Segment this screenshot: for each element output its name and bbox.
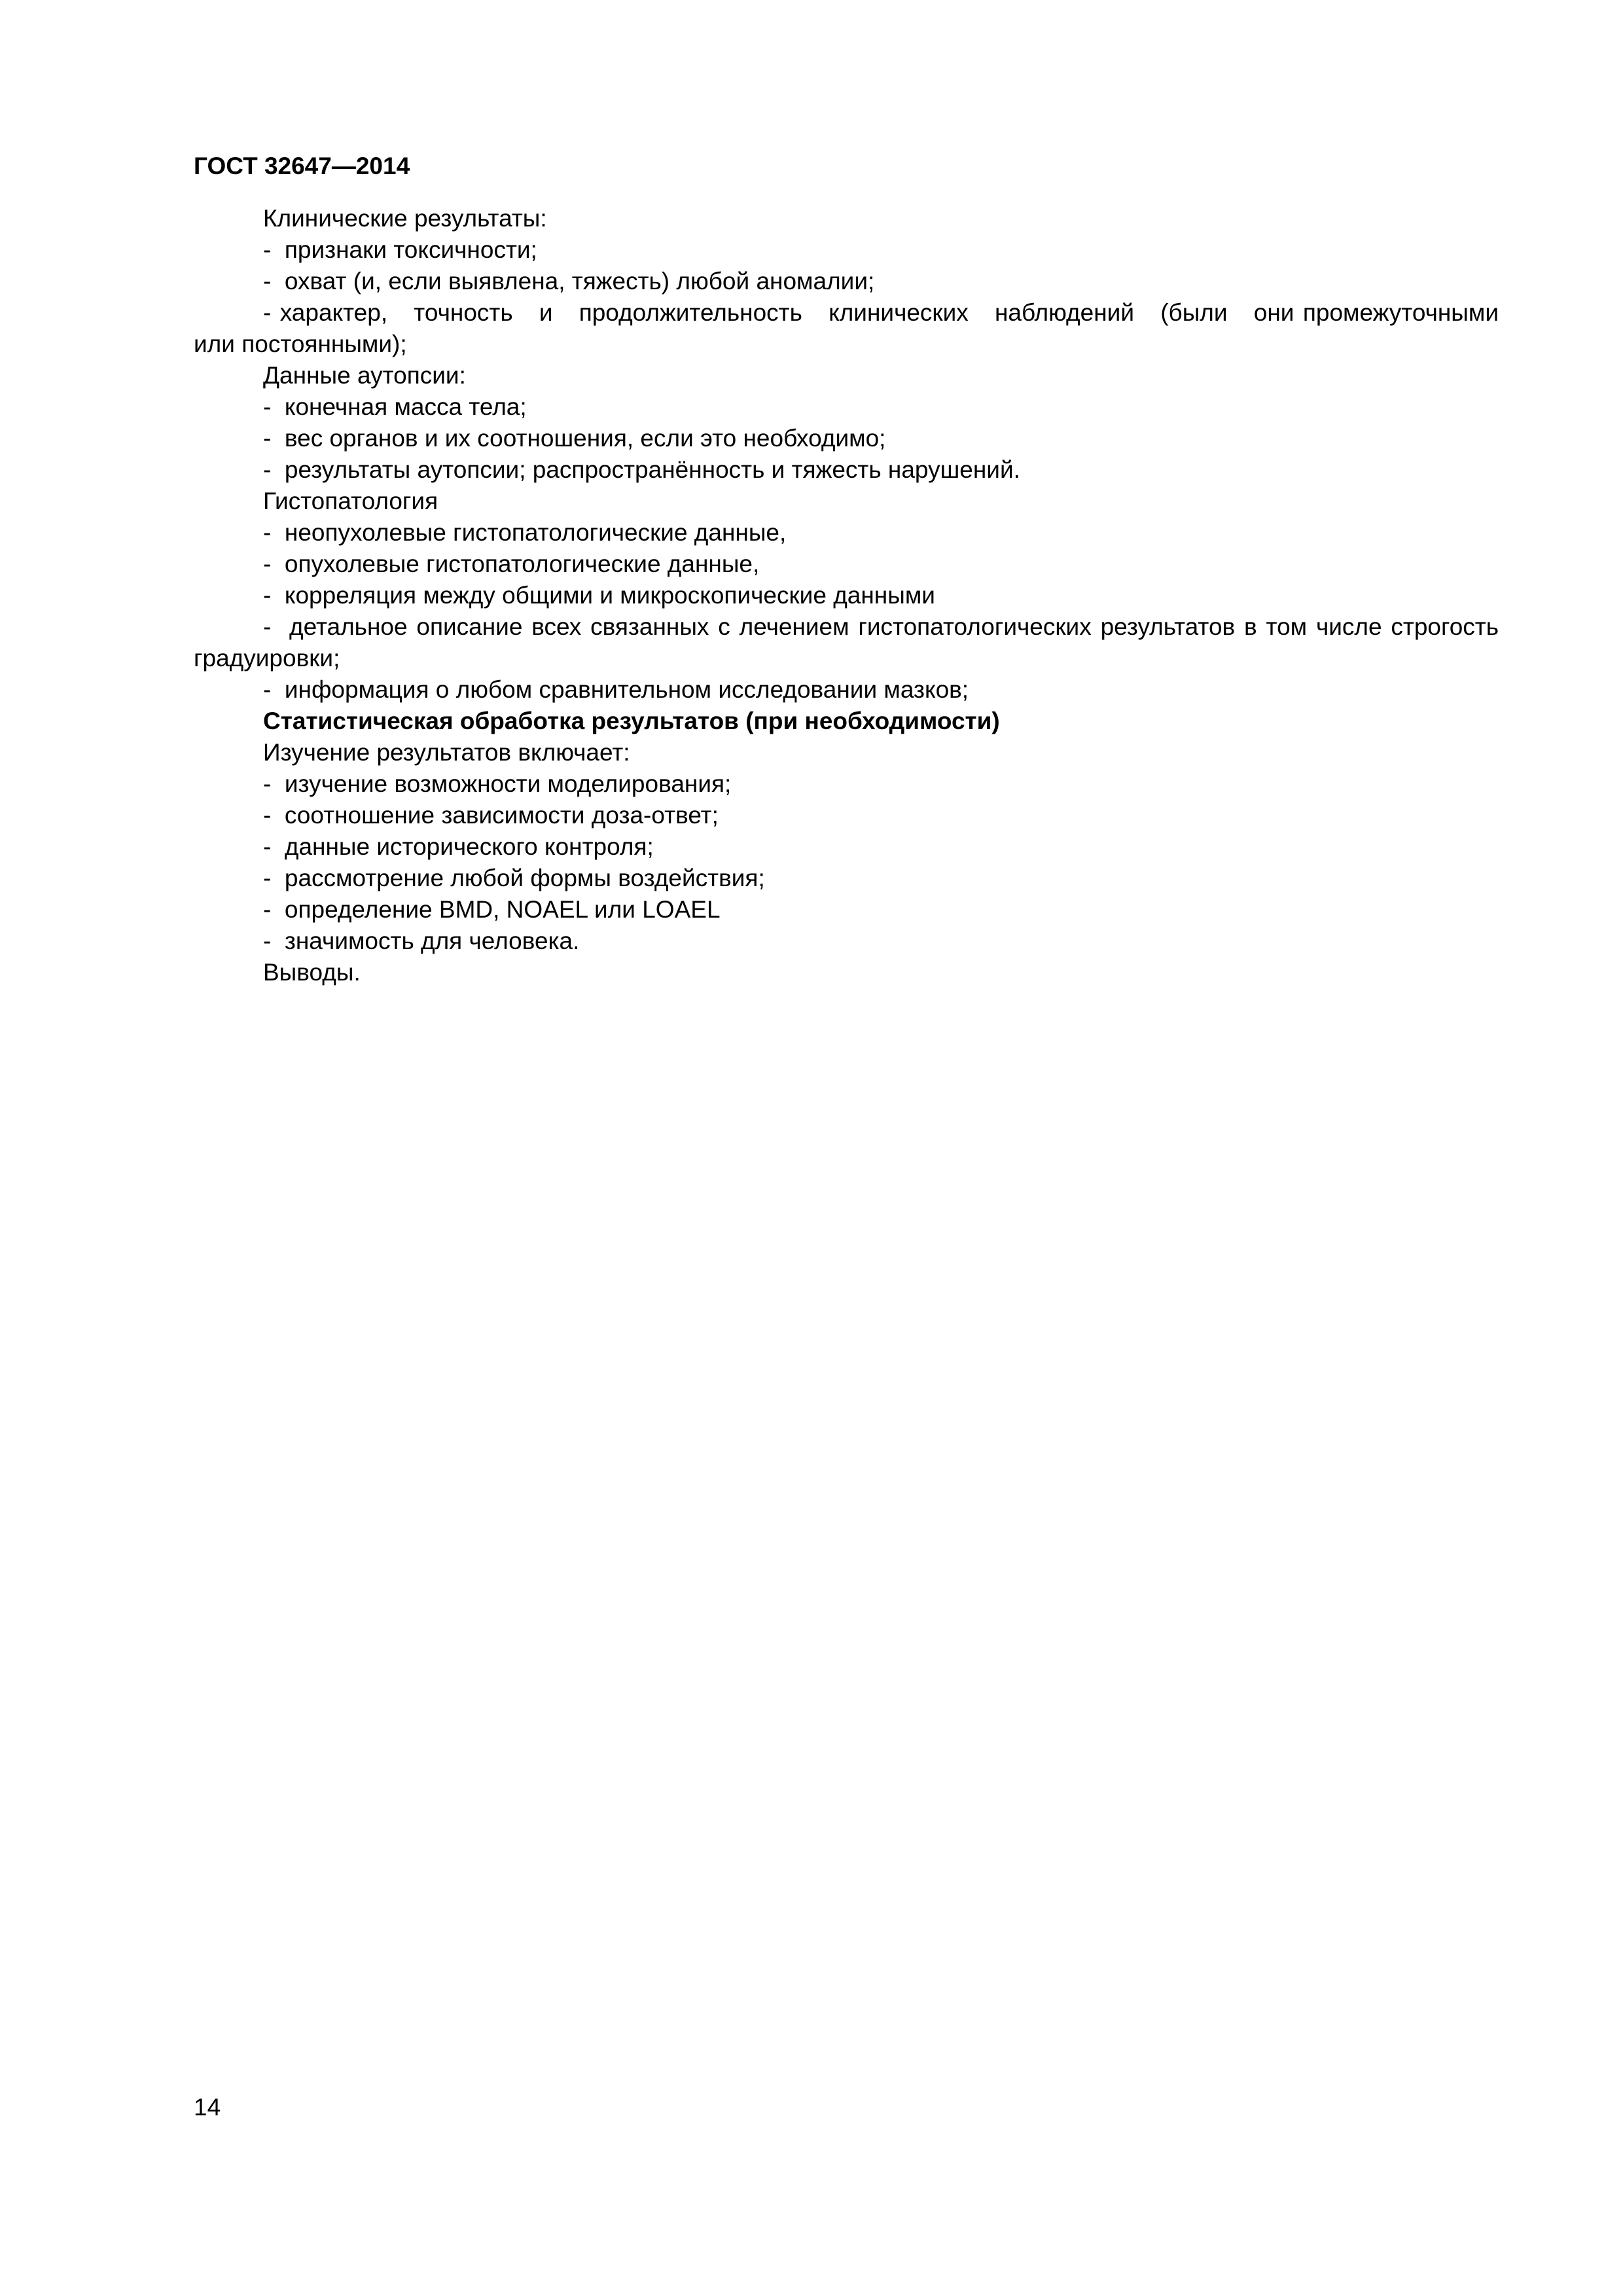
list-item: - значимость для человека. — [263, 927, 580, 954]
document-body — [194, 203, 1512, 988]
conclusions-heading: Выводы. — [263, 959, 361, 986]
list-item: - охват (и, если выявлена, тяжесть) любой аномалии; — [263, 268, 875, 295]
list-item: - рассмотрение любой формы воздействия; — [263, 865, 765, 891]
list-item: - соотношение зависимости доза-ответ; — [263, 802, 719, 829]
list-item: - признаки токсичности; — [263, 236, 537, 263]
list-item: - характер, точность и продолжительность клинических наблюдений (были они промежуточными или постоянными); — [194, 299, 1512, 357]
list-item: - результаты аутопсии; распространённость и тяжесть нарушений. — [263, 456, 1020, 483]
autopsy-data-heading: Данные аутопсии: — [263, 362, 466, 389]
statistics-heading: Статистическая обработка результатов (при необходимости) — [263, 708, 1000, 734]
list-item: - корреляция между общими и микроскопические данными — [263, 582, 935, 609]
document-code-header: ГОСТ 32647—2014 — [194, 152, 410, 179]
list-item: - вес органов и их соотношения, если это необходимо; — [263, 425, 886, 452]
list-item: - неопухолевые гистопатологические данные, — [263, 519, 787, 546]
list-item: - определение BMD, NOAEL или LOAEL — [263, 896, 721, 923]
list-item: - информация о любом сравнительном исследовании мазков; — [263, 676, 969, 703]
clinical-results-heading: Клинические результаты: — [263, 205, 547, 232]
list-item: - опухолевые гистопатологические данные, — [263, 550, 760, 577]
list-item: - данные исторического контроля; — [263, 833, 654, 860]
list-item: - изучение возможности моделирования; — [263, 770, 732, 797]
histopathology-heading: Гистопатология — [263, 488, 438, 514]
study-results-heading: Изучение результатов включает: — [263, 739, 630, 766]
list-item: - конечная масса тела; — [263, 393, 527, 420]
page-number: 14 — [194, 2094, 221, 2121]
list-item: - детальное описание всех связанных с лечением гистопатологических результатов в том числе строгость градуировки; — [194, 613, 1506, 672]
